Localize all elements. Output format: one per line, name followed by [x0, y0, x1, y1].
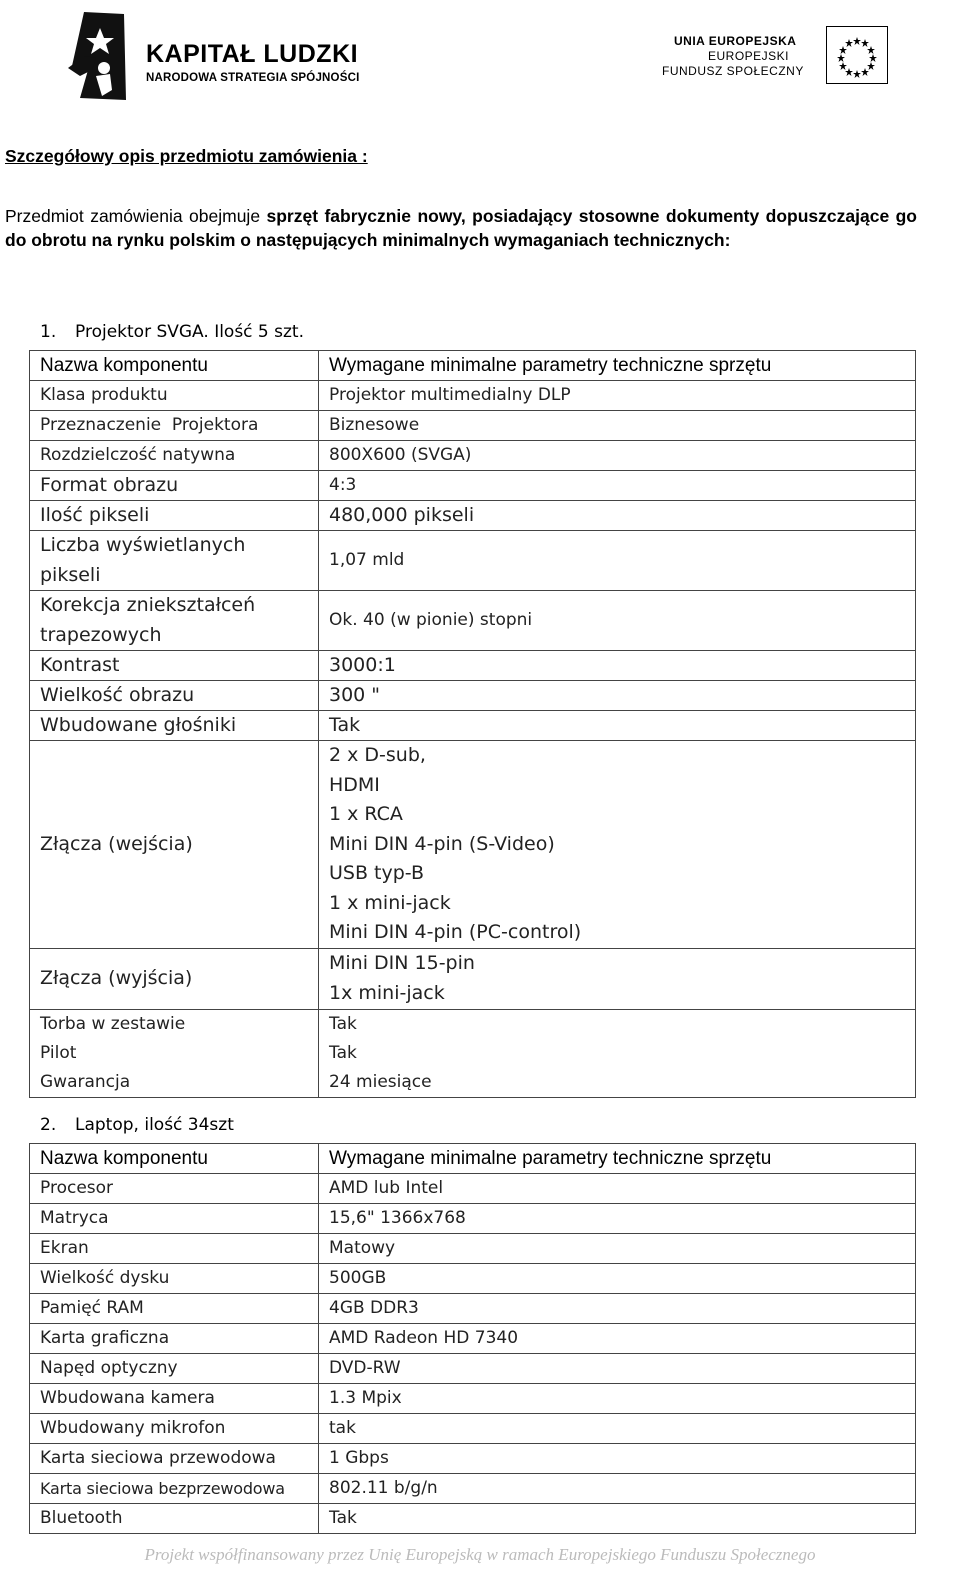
- row-label: Wbudowane głośniki: [30, 711, 319, 741]
- connector-input: 1 x mini-jack: [329, 891, 451, 914]
- table-row: [30, 441, 916, 471]
- row-label: Liczba wyświetlanych pikseli: [30, 531, 319, 591]
- connector-input: Mini DIN 4-pin (PC-control): [329, 921, 582, 943]
- table-row: [30, 741, 916, 949]
- row-label: Procesor: [30, 1174, 319, 1204]
- row-value: tak: [319, 1414, 916, 1444]
- header-requirements: Wymagane minimalne parametry techniczne sprzętu: [319, 351, 916, 381]
- table-row: [30, 1414, 916, 1444]
- table-row: [30, 1174, 916, 1204]
- header-requirements: Wymagane minimalne parametry techniczne sprzętu: [319, 1144, 916, 1174]
- row-value: 4GB DDR3: [319, 1294, 916, 1324]
- row-label: Pamięć RAM: [30, 1294, 319, 1324]
- intro-bold-text: sprzęt fabrycznie nowy, posiadający stosowne dokumenty dopuszczające go do obrotu na rynku polskim o następujących minimalnych wymaganiach technicznych:: [5, 206, 917, 250]
- table-row: [30, 651, 916, 681]
- section-1-number: 1.: [40, 322, 57, 342]
- row-value-list: [319, 948, 916, 1009]
- section-2-number: 2.: [40, 1115, 57, 1135]
- row-value: 1.3 Mpix: [319, 1384, 916, 1414]
- row-value: 300 ": [319, 681, 916, 711]
- row-value: 3000:1: [319, 651, 916, 681]
- eu-line-2: EUROPEJSKI: [708, 49, 790, 63]
- table-row: [30, 1264, 916, 1294]
- connector-input: HDMI: [329, 773, 380, 796]
- table-row: [30, 1384, 916, 1414]
- row-label: Matryca: [30, 1204, 319, 1234]
- row-value: 500GB: [319, 1264, 916, 1294]
- row-value: AMD Radeon HD 7340: [319, 1324, 916, 1354]
- row-label: Karta sieciowa bezprzewodowa: [30, 1474, 319, 1504]
- row-value: 24 miesiące: [319, 1068, 916, 1098]
- kapital-ludzki-logo-icon: [66, 10, 128, 102]
- row-label: Gwarancja: [30, 1068, 319, 1098]
- header-component-name: Nazwa komponentu: [30, 351, 319, 381]
- section-2-title: [40, 1115, 234, 1135]
- table-row: [30, 1504, 916, 1534]
- row-value: 1 Gbps: [319, 1444, 916, 1474]
- eu-flag-icon: [826, 26, 888, 84]
- connector-input: Mini DIN 4-pin (S-Video): [329, 832, 555, 855]
- row-value: Tak: [319, 1039, 916, 1068]
- table-row: [30, 1324, 916, 1354]
- row-value: 800X600 (SVGA): [319, 441, 916, 471]
- table-row: [30, 591, 916, 651]
- row-label: Torba w zestawie: [30, 1009, 319, 1039]
- row-value: Ok. 40 (w pionie) stopni: [319, 591, 916, 651]
- table-row: [30, 681, 916, 711]
- row-value-list: [319, 741, 916, 949]
- table-row: [30, 1009, 916, 1039]
- row-value: 15,6" 1366x768: [319, 1204, 916, 1234]
- kapital-ludzki-logo: [66, 10, 360, 102]
- kapital-ludzki-title: KAPITAŁ LUDZKI: [146, 40, 359, 68]
- kapital-ludzki-subtitle: NARODOWA STRATEGIA SPÓJNOŚCI: [146, 72, 360, 84]
- table-row: [30, 1234, 916, 1264]
- table-row: [30, 411, 916, 441]
- section-2-title-text: Laptop, ilość 34szt: [75, 1115, 234, 1135]
- connector-output: Mini DIN 15-pin: [329, 952, 475, 974]
- row-label: Bluetooth: [30, 1504, 319, 1534]
- row-value: AMD lub Intel: [319, 1174, 916, 1204]
- row-value: 480,000 pikseli: [319, 501, 916, 531]
- footer-note: Projekt współfinansowany przez Unię Europejską w ramach Europejskiego Funduszu Społecznego: [144, 1545, 816, 1564]
- connector-output: 1x mini-jack: [329, 981, 445, 1004]
- section-1-title-text: Projektor SVGA. Ilość 5 szt.: [75, 322, 305, 342]
- row-value: Projektor multimedialny DLP: [319, 381, 916, 411]
- row-label: Ekran: [30, 1234, 319, 1264]
- row-value: Tak: [319, 1009, 916, 1039]
- table-row: [30, 1474, 916, 1504]
- table-header-row: [30, 1144, 916, 1174]
- table-row: [30, 1354, 916, 1384]
- row-value: 802.11 b/g/n: [319, 1474, 916, 1504]
- row-label: Karta sieciowa przewodowa: [30, 1444, 319, 1474]
- row-label: Wbudowana kamera: [30, 1384, 319, 1414]
- intro-paragraph: [5, 204, 917, 252]
- header-component-name: Nazwa komponentu: [30, 1144, 319, 1174]
- row-label: Kontrast: [30, 651, 319, 681]
- row-label: Wbudowany mikrofon: [30, 1414, 319, 1444]
- eu-logo: [660, 26, 900, 90]
- row-value: 4:3: [319, 471, 916, 501]
- projector-spec-table: [29, 350, 916, 1098]
- table-row: [30, 381, 916, 411]
- table-header-row: [30, 351, 916, 381]
- row-label: Napęd optyczny: [30, 1354, 319, 1384]
- row-label: Wielkość obrazu: [30, 681, 319, 711]
- table-row: [30, 1294, 916, 1324]
- row-value: Matowy: [319, 1234, 916, 1264]
- row-label: Wielkość dysku: [30, 1264, 319, 1294]
- row-value: Tak: [319, 711, 916, 741]
- row-label: Korekcja zniekształceń trapezowych: [30, 591, 319, 651]
- table-row: [30, 1204, 916, 1234]
- row-label: Pilot: [30, 1039, 319, 1068]
- document-heading: Szczegółowy opis przedmiotu zamówienia :: [5, 146, 368, 166]
- table-row: [30, 531, 916, 591]
- table-row: [30, 711, 916, 741]
- table-row: [30, 501, 916, 531]
- row-label: Ilość pikseli: [30, 501, 319, 531]
- row-label: Klasa produktu: [30, 381, 319, 411]
- eu-line-3: FUNDUSZ SPOŁECZNY: [662, 64, 804, 78]
- intro-plain-text: Przedmiot zamówienia obejmuje: [5, 206, 267, 226]
- row-value: 1,07 mld: [319, 531, 916, 591]
- connector-input: 1 x RCA: [329, 803, 403, 825]
- row-label: Przeznaczenie Projektora: [30, 411, 319, 441]
- row-label: Rozdzielczość natywna: [30, 441, 319, 471]
- connector-input: 2 x D-sub,: [329, 744, 426, 766]
- section-1-title: [40, 322, 304, 342]
- table-row: [30, 948, 916, 1009]
- table-row: [30, 471, 916, 501]
- row-label: Karta graficzna: [30, 1324, 319, 1354]
- table-row: [30, 1444, 916, 1474]
- table-row: [30, 1039, 916, 1068]
- table-row: [30, 1068, 916, 1098]
- row-value: Biznesowe: [319, 411, 916, 441]
- row-value: DVD-RW: [319, 1354, 916, 1384]
- laptop-spec-table: [29, 1143, 916, 1534]
- row-label: Złącza (wyjścia): [30, 948, 319, 1009]
- row-label: Złącza (wejścia): [30, 741, 319, 949]
- row-value: Tak: [319, 1504, 916, 1534]
- eu-line-1: UNIA EUROPEJSKA: [674, 34, 797, 48]
- row-label: Format obrazu: [30, 471, 319, 501]
- connector-input: USB typ-B: [329, 862, 425, 884]
